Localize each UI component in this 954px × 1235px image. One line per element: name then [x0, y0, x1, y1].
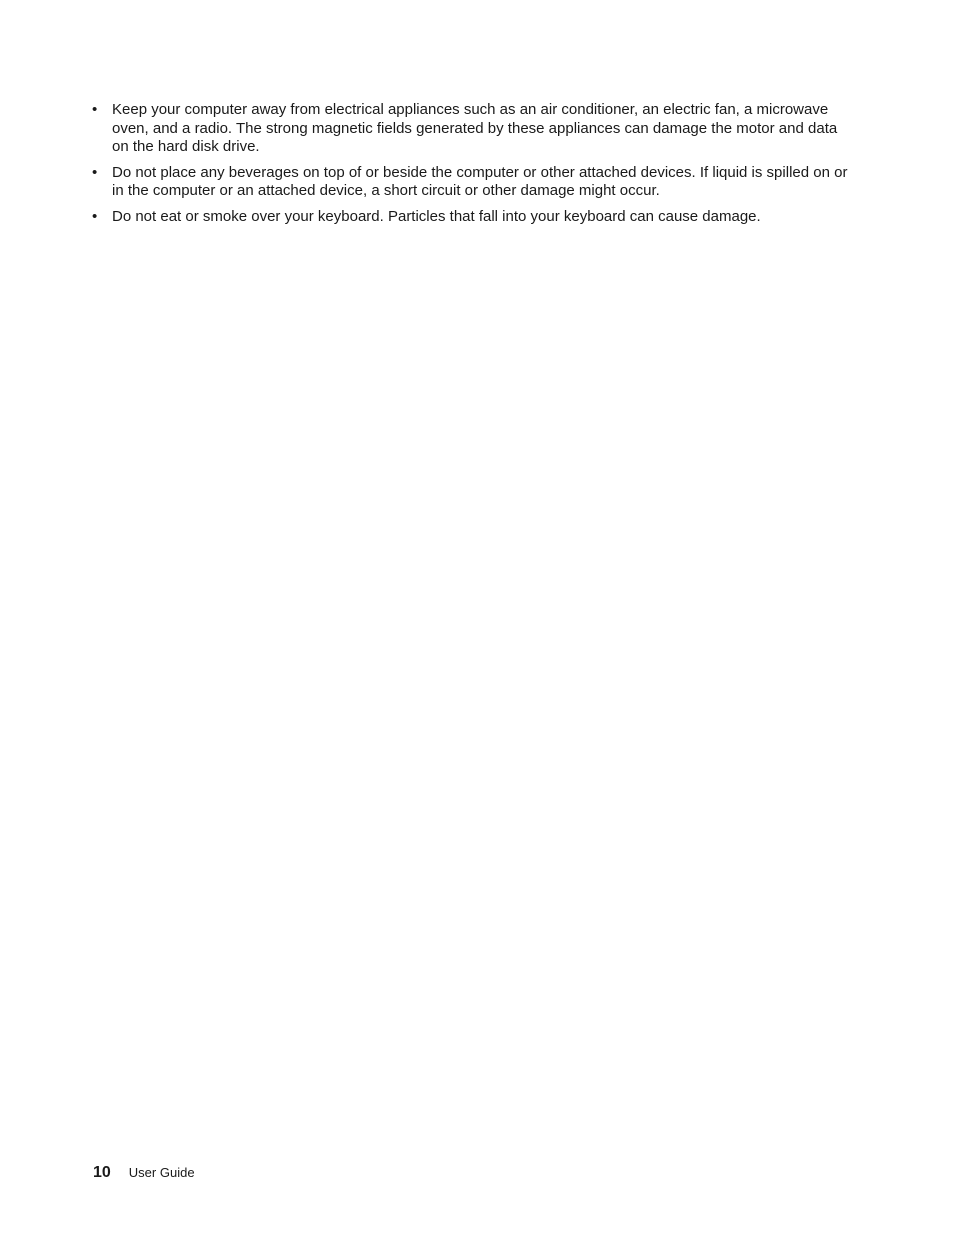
page-footer: [93, 1164, 195, 1182]
list-item-text: Keep your computer away from electrical appliances such as an air conditioner, an electric fan, a microwave oven, and a radio. The strong magnetic fields generated by these appliances can damage the motor and data on the hard disk drive.: [112, 101, 838, 155]
list-item: [88, 164, 858, 201]
bullet-marker: •: [92, 163, 98, 181]
list-item: [88, 101, 858, 157]
list-item-text: Do not eat or smoke over your keyboard. Particles that fall into your keyboard can cause damage.: [112, 207, 761, 225]
list-item-text: Do not place any beverages on top of or beside the computer or other attached devices. If liquid is spilled on or in the computer or an attached device, a short circuit or other damage might occur.: [112, 163, 848, 199]
bullet-marker: •: [92, 101, 98, 118]
document-title: User Guide: [128, 1165, 195, 1180]
page-number: 10: [93, 1164, 111, 1181]
bullet-list: [88, 101, 858, 233]
bullet-marker: •: [92, 207, 98, 225]
list-item: [88, 208, 858, 227]
